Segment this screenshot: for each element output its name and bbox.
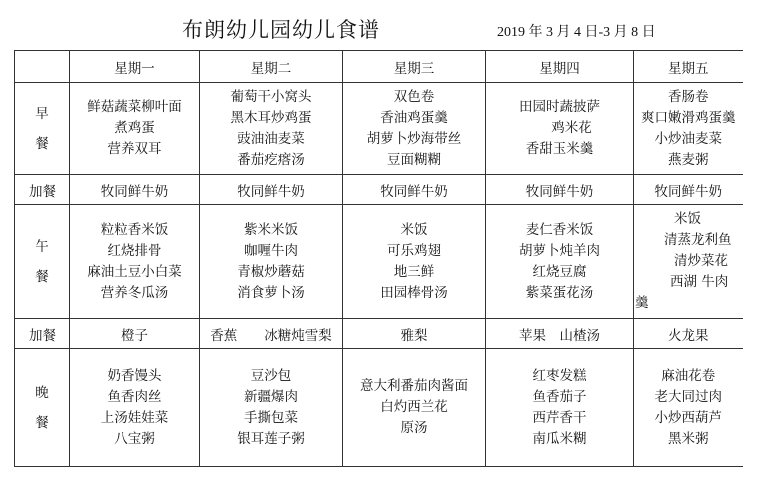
breakfast-fri: 香肠卷 爽口嫩滑鸡蛋羹 小炒油麦菜 燕麦粥 (634, 83, 743, 175)
lunch-wed: 米饭 可乐鸡翅 地三鲜 田园棒骨汤 (343, 205, 486, 319)
snack-pm-thu: 苹果 山楂汤 (486, 319, 634, 349)
snack-pm-label: 加餐 (15, 319, 70, 349)
breakfast-thu: 田园时蔬披萨 鸡米花 香甜玉米羹 (486, 83, 634, 175)
lunch-row (15, 205, 743, 319)
snack-pm-fri: 火龙果 (634, 319, 743, 349)
lunch-label: 午 餐 (15, 205, 70, 319)
breakfast-mon: 鲜菇蔬菜柳叶面 煮鸡蛋 营养双耳 (70, 83, 200, 175)
snack-am-thu: 牧同鲜牛奶 (486, 175, 634, 205)
snack-pm-tue: 香蕉 冰糖炖雪梨 (200, 319, 343, 349)
snack-am-tue: 牧同鲜牛奶 (200, 175, 343, 205)
lunch-fri: 米饭 清蒸龙利鱼 清炒菜花 西湖 牛肉 羹 (634, 205, 743, 319)
dinner-label: 晚 餐 (15, 349, 70, 467)
day-header-wed: 星期三 (343, 51, 486, 83)
corner-cell (15, 51, 70, 83)
lunch-mon: 粒粒香米饭 红烧排骨 麻油土豆小白菜 营养冬瓜汤 (70, 205, 200, 319)
dinner-wed: 意大利番茄肉酱面 白灼西兰花 原汤 (343, 349, 486, 467)
day-header-mon: 星期一 (70, 51, 200, 83)
date-range: 2019 年 3 月 4 日-3 月 8 日 (497, 25, 656, 40)
snack-am-wed: 牧同鲜牛奶 (343, 175, 486, 205)
menu-table (14, 50, 743, 467)
dinner-row (15, 349, 743, 467)
header-row (15, 51, 743, 83)
day-header-fri: 星期五 (634, 51, 743, 83)
lunch-thu: 麦仁香米饭 胡萝卜炖羊肉 红烧豆腐 紫菜蛋花汤 (486, 205, 634, 319)
lunch-tue: 紫米米饭 咖喱牛肉 青椒炒蘑菇 消食萝卜汤 (200, 205, 343, 319)
breakfast-tue: 葡萄干小窝头 黑木耳炒鸡蛋 豉油油麦菜 番茄疙瘩汤 (200, 83, 343, 175)
day-header-thu: 星期四 (486, 51, 634, 83)
breakfast-label: 早 餐 (15, 83, 70, 175)
dinner-tue: 豆沙包 新疆爆肉 手撕包菜 银耳莲子粥 (200, 349, 343, 467)
snack-pm-row (15, 319, 743, 349)
snack-pm-mon: 橙子 (70, 319, 200, 349)
snack-am-label: 加餐 (15, 175, 70, 205)
page-title: 布朗幼儿园幼儿食谱 (182, 18, 380, 42)
snack-am-fri: 牧同鲜牛奶 (634, 175, 743, 205)
snack-pm-wed: 雅梨 (343, 319, 486, 349)
breakfast-row (15, 83, 743, 175)
dinner-fri: 麻油花卷 老大同过肉 小炒西葫芦 黑米粥 (634, 349, 743, 467)
snack-am-row (15, 175, 743, 205)
day-header-tue: 星期二 (200, 51, 343, 83)
snack-am-mon: 牧同鲜牛奶 (70, 175, 200, 205)
dinner-mon: 奶香馒头 鱼香肉丝 上汤娃娃菜 八宝粥 (70, 349, 200, 467)
breakfast-wed: 双色卷 香油鸡蛋羹 胡萝卜炒海带丝 豆面糊糊 (343, 83, 486, 175)
dinner-thu: 红枣发糕 鱼香茄子 西芹香干 南瓜米糊 (486, 349, 634, 467)
